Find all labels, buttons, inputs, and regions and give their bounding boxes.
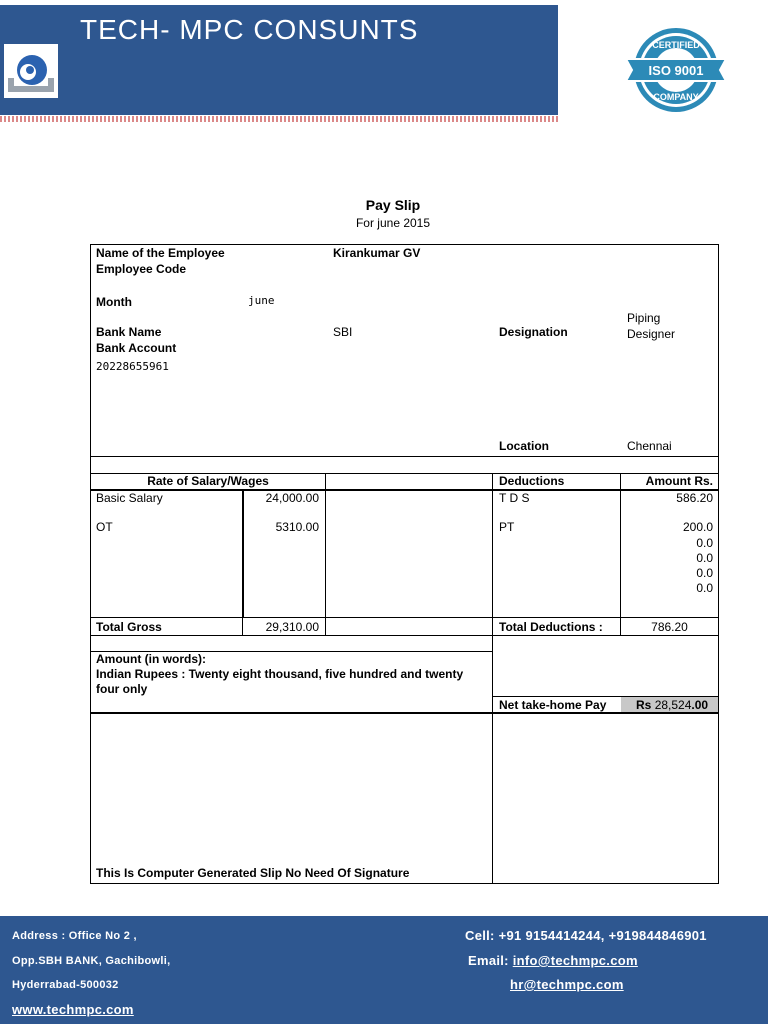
footer-email-hr-link[interactable]: hr@techmpc.com: [510, 977, 624, 992]
deduction-amount: 586.20: [676, 491, 713, 505]
earning-amount: 24,000.00: [265, 491, 319, 505]
logo-icon: [4, 44, 58, 98]
net-pay-currency: Rs: [636, 698, 652, 712]
footer-cell: Cell: +91 9154414244, +919844846901: [465, 928, 707, 943]
month-label: Month: [96, 295, 132, 309]
page-subtitle: For june 2015: [355, 216, 431, 230]
amount-in-words-line2: four only: [96, 682, 148, 696]
earning-amount: 5310.00: [275, 520, 319, 534]
total-deductions-label: Total Deductions :: [499, 620, 603, 634]
designation-value-line2: Designer: [627, 327, 676, 341]
footer-address-line3: Hyderrabad-500032: [12, 979, 119, 991]
footer-address-line2: Opp.SBH BANK, Gachibowli,: [12, 955, 171, 967]
net-pay-label: Net take-home Pay: [499, 698, 607, 712]
svg-text:ISO 9001: ISO 9001: [648, 63, 704, 78]
amount-in-words-label: Amount (in words):: [96, 652, 206, 666]
total-deductions-value: 786.20: [651, 620, 688, 634]
table-border-bottom: [90, 883, 719, 884]
employee-name-label: Name of the Employee: [96, 246, 225, 260]
rule: [242, 617, 243, 636]
designation-value-line1: Piping: [627, 311, 661, 325]
page-title: Pay Slip: [365, 197, 421, 213]
footer-address-line1: Address : Office No 2 ,: [12, 930, 137, 942]
rule: [90, 635, 719, 636]
deduction-amount: 0.0: [696, 551, 713, 565]
deduction-amount: 200.0: [682, 520, 713, 534]
location-value: Chennai: [627, 439, 672, 453]
deduction-amount: 0.0: [696, 536, 713, 550]
footer-email: [468, 953, 638, 968]
bank-account-value: 20228655961: [96, 360, 169, 373]
footer-email-info-link[interactable]: info@techmpc.com: [512, 953, 638, 968]
table-border-left: [90, 244, 91, 884]
net-pay-decimals: .00: [691, 698, 709, 712]
signature-note: This Is Computer Generated Slip No Need Of Signature: [96, 866, 410, 880]
iso-badge-icon: [620, 26, 732, 114]
earning-label: OT: [96, 520, 113, 534]
bank-account-label: Bank Account: [96, 341, 177, 355]
amount-header: Amount Rs.: [645, 474, 713, 488]
iso-certified-seal: [620, 26, 732, 114]
rule: [90, 712, 719, 714]
bank-name-value: SBI: [333, 325, 353, 339]
deduction-amount: 0.0: [696, 566, 713, 580]
table-border-top: [90, 244, 719, 245]
rule: [492, 473, 493, 884]
earnings-header: Rate of Salary/Wages: [147, 474, 269, 488]
net-pay-value: [636, 698, 708, 713]
rule: [242, 489, 244, 618]
svg-text:CERTIFIED: CERTIFIED: [652, 40, 700, 50]
rule: [90, 456, 719, 457]
earning-label: Basic Salary: [96, 491, 163, 505]
deduction-amount: 0.0: [696, 581, 713, 595]
designation-label: Designation: [499, 325, 568, 339]
total-gross-value: 29,310.00: [265, 620, 319, 634]
footer-email-label: Email:: [468, 953, 513, 968]
table-border-right: [718, 244, 719, 884]
amount-in-words-line1: Indian Rupees : Twenty eight thousand, five hundred and twenty: [96, 667, 464, 681]
total-gross-label: Total Gross: [96, 620, 162, 634]
bank-name-label: Bank Name: [96, 325, 162, 339]
month-value: june: [248, 294, 275, 307]
deduction-label: T D S: [499, 491, 530, 505]
net-pay-amount: 28,524: [654, 698, 692, 712]
company-name: TECH- MPC CONSUNTS: [80, 14, 419, 45]
footer-website-link[interactable]: www.techmpc.com: [12, 1002, 134, 1017]
company-logo: [4, 44, 58, 98]
rule: [90, 617, 719, 618]
deductions-header: Deductions: [499, 474, 565, 488]
deduction-label: PT: [499, 520, 515, 534]
rule: [325, 473, 326, 636]
location-label: Location: [499, 439, 549, 453]
employee-code-label: Employee Code: [96, 262, 187, 276]
employee-name-value: Kirankumar GV: [333, 246, 421, 260]
svg-text:COMPANY: COMPANY: [653, 92, 699, 102]
header-divider: [0, 116, 560, 122]
